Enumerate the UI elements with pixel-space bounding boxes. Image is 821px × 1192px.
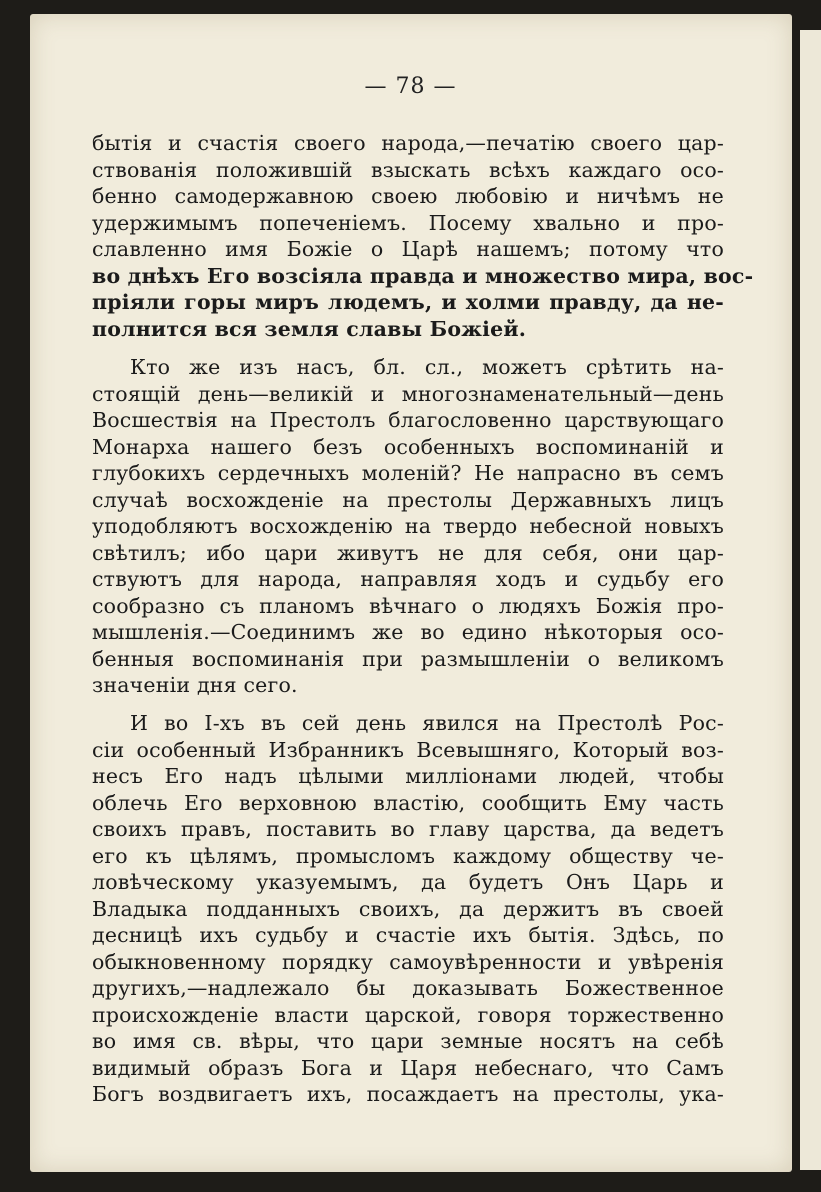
text-line: несъ Его надъ цѣлыми милліонами людей, чтобы [92, 764, 724, 788]
text-line: Владыка подданныхъ своихъ, да держитъ въ своей [92, 896, 724, 921]
text-line: свѣтилъ; ибо цари живутъ не для себя, они цар- [92, 540, 724, 565]
text-line: бенныя воспоминанія при размышленіи о великомъ [92, 646, 724, 671]
paragraph-1 [92, 130, 754, 342]
text-line: его къ цѣлямъ, промысломъ каждому обществу че- [92, 843, 724, 868]
text-line: бытія и счастія своего народа,—печатію своего цар- [92, 131, 724, 155]
next-page-edge [800, 30, 821, 1170]
text-line: сообразно съ планомъ вѣчнаго о людяхъ Божія про- [92, 593, 724, 618]
text-line: удержимымъ попеченіемъ. Посему хвально и про- [92, 210, 724, 235]
paragraph-2 [92, 354, 724, 699]
text-line: другихъ,—надлежало бы доказывать Божественное [92, 976, 724, 1000]
text-line: Кто же изъ насъ, бл. сл., можетъ срѣтить на- [130, 355, 724, 379]
text-line: ствованія положившій взыскать всѣхъ каждаго осо- [92, 157, 724, 182]
text-line: ствуютъ для народа, направляя ходъ и судьбу его [92, 567, 724, 591]
text-line: во имя св. вѣры, что цари земные носятъ на себѣ [92, 1029, 724, 1053]
text-line: мышленія.—Соединимъ же во едино нѣкоторыя осо- [92, 620, 724, 644]
page-number: — 78 — [364, 74, 457, 99]
text-line: глубокихъ сердечныхъ моленій? Не напрасно въ семъ [92, 461, 724, 485]
text-line: значеніи дня сего. [92, 673, 298, 697]
text-line: случаѣ восхожденіе на престолы Державныхъ лицъ [92, 487, 724, 512]
text-line: Восшествія на Престолъ благословенно царствующаго [92, 408, 724, 432]
text-line: пріяли горы миръ людемъ, и холми правду, да не- [92, 290, 724, 314]
text-line: обыкновенному порядку самоувѣренности и увѣренія [92, 949, 724, 974]
text-line: во днѣхъ Его возсіяла правда и множество мира, вос- [92, 263, 754, 288]
text-line: видимый образъ Бога и Царя небеснаго, что Самъ [92, 1055, 724, 1080]
text-line: сіи особенный Избранникъ Всевышняго, Который воз- [92, 737, 724, 762]
text-line: И во І-хъ въ сей день явился на Престолѣ Рос- [130, 711, 724, 735]
text-line: уподобляютъ восхожденію на твердо небесной новыхъ [92, 514, 724, 538]
text-line: стоящій день—великій и многознаменательный—день [92, 381, 724, 406]
text-line: Богъ воздвигаетъ ихъ, посаждаетъ на престолы, ука- [92, 1082, 724, 1106]
text-line: облечь Его верховною властію, сообщить Ему часть [92, 790, 724, 815]
text-line: Монарха нашего безъ особенныхъ воспоминаній и [92, 434, 724, 459]
text-line: полнится вся земля славы Божіей. [92, 316, 527, 341]
text-line: своихъ правъ, поставить во главу царства, да ведетъ [92, 817, 724, 841]
text-line: бенно самодержавною своею любовію и ничѣмъ не [92, 184, 724, 208]
text-line: десницѣ ихъ судьбу и счастіе ихъ бытія. Здѣсь, по [92, 923, 724, 947]
text-line: ловѣческому указуемымъ, да будетъ Онъ Царь и [92, 870, 724, 894]
text-line: происхожденіе власти царской, говоря торжественно [92, 1002, 724, 1027]
text-line: славленно имя Божіе о Царѣ нашемъ; потому что [92, 237, 724, 261]
paragraph-3 [92, 710, 724, 1108]
